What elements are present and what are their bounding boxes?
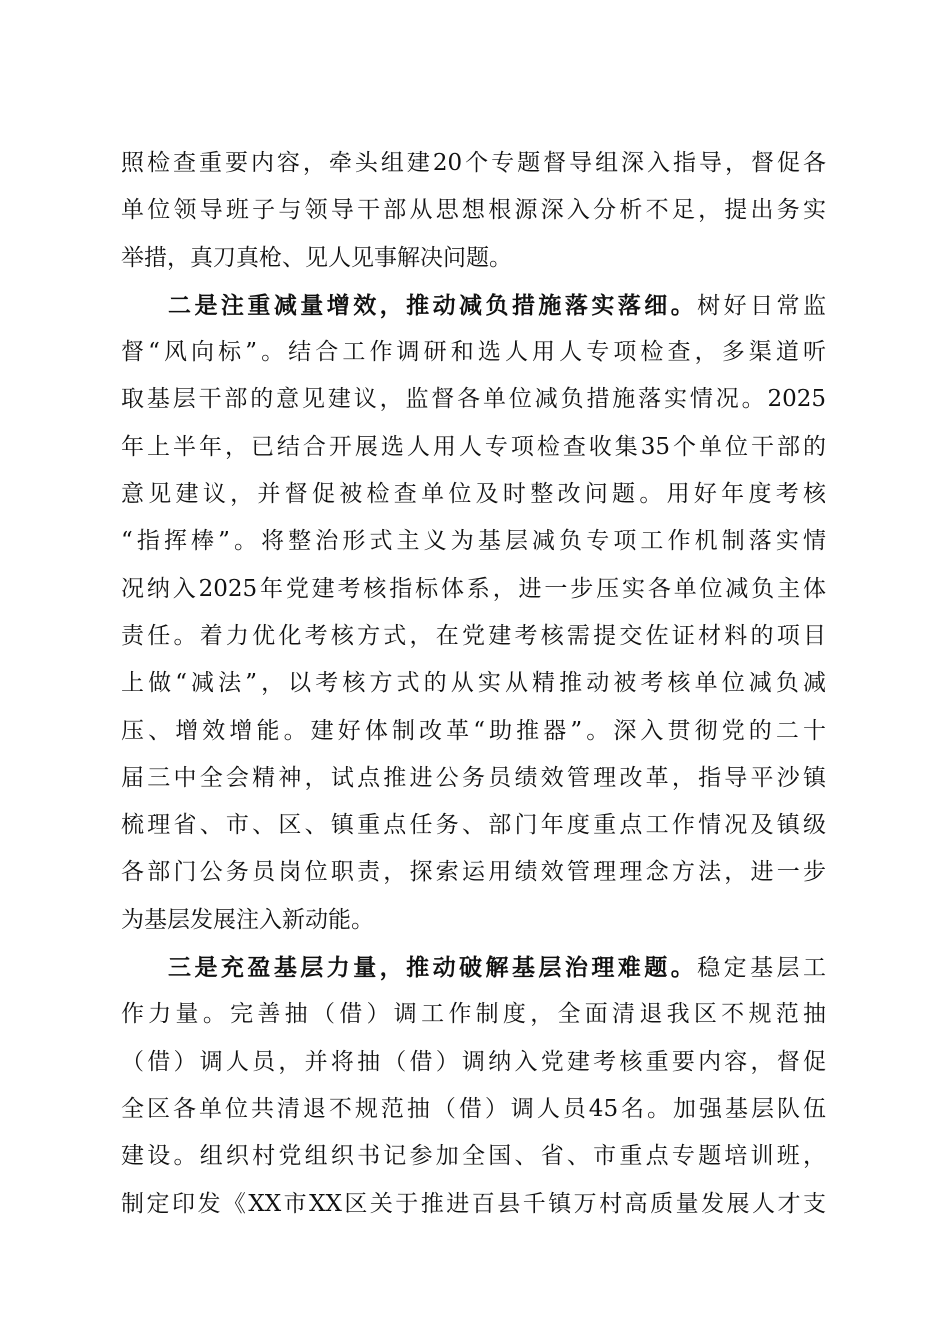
paragraph-2-line-12: 梳理省、市、区、镇重点任务、部门年度重点工作情况及镇级: [121, 812, 826, 839]
document-body: [121, 140, 826, 1228]
paragraph-2-line-1: [121, 282, 826, 329]
paragraph-2-line-2: 督“风向标”。结合工作调研和选人用人专项检查，多渠道听: [121, 339, 826, 366]
paragraph-2-line-11: 届三中全会精神，试点推进公务员绩效管理改革，指导平沙镇: [121, 764, 826, 791]
paragraph-1-line-3: 举措，真刀真枪、见人见事解决问题。: [121, 244, 512, 271]
paragraph-3-line-1: [121, 944, 826, 991]
paragraph-3-line-2: 作力量。完善抽（借）调工作制度，全面清退我区不规范抽: [121, 1001, 826, 1028]
paragraph-3-line-5: 建设。组织村党组织书记参加全国、省、市重点专题培训班，: [121, 1143, 826, 1170]
paragraph-3-heading: 三是充盈基层力量，推动破解基层治理难题。: [168, 954, 698, 982]
paragraph-2-line-4: 年上半年，已结合开展选人用人专项检查收集35个单位干部的: [121, 433, 826, 460]
paragraph-2-heading: 二是注重减量增效，推动减负措施落实落细。: [168, 291, 698, 319]
paragraph-2-line-8: 责任。着力优化考核方式，在党建考核需提交佐证材料的项目: [121, 622, 826, 649]
paragraph-3-line-1-rest: 稳定基层工: [697, 955, 826, 982]
paragraph-2-line-10: 压、增效增能。建好体制改革“助推器”。深入贯彻党的二十: [121, 717, 826, 744]
paragraph-1-line-1: 照检查重要内容，牵头组建20个专题督导组深入指导，督促各: [121, 150, 826, 176]
paragraph-2-line-6: “指挥棒”。将整治形式主义为基层减负专项工作机制落实情: [121, 528, 826, 555]
paragraph-1-line-2: 单位领导班子与领导干部从思想根源深入分析不足，提出务实: [121, 197, 826, 224]
paragraph-2-line-14: 为基层发展注入新动能。: [121, 906, 374, 933]
paragraph-2-line-7: 况纳入2025年党建考核指标体系，进一步压实各单位减负主体: [121, 575, 826, 602]
paragraph-2-line-1-rest: 树好日常监: [697, 292, 826, 319]
paragraph-2-line-3: 取基层干部的意见建议，监督各单位减负措施落实情况。2025: [121, 386, 826, 413]
paragraph-2-line-9: 上做“减法”，以考核方式的从实从精推动被考核单位减负减: [121, 670, 826, 697]
paragraph-3-line-6: 制定印发《XX市XX区关于推进百县千镇万村高质量发展人才支: [121, 1190, 826, 1217]
paragraph-3-line-3: （借）调人员，并将抽（借）调纳入党建考核重要内容，督促: [121, 1048, 826, 1075]
paragraph-2-line-13: 各部门公务员岗位职责，探索运用绩效管理理念方法，进一步: [121, 859, 826, 886]
paragraph-3-line-4: 全区各单位共清退不规范抽（借）调人员45名。加强基层队伍: [121, 1095, 826, 1122]
paragraph-2-line-5: 意见建议，并督促被检查单位及时整改问题。用好年度考核: [121, 481, 826, 508]
